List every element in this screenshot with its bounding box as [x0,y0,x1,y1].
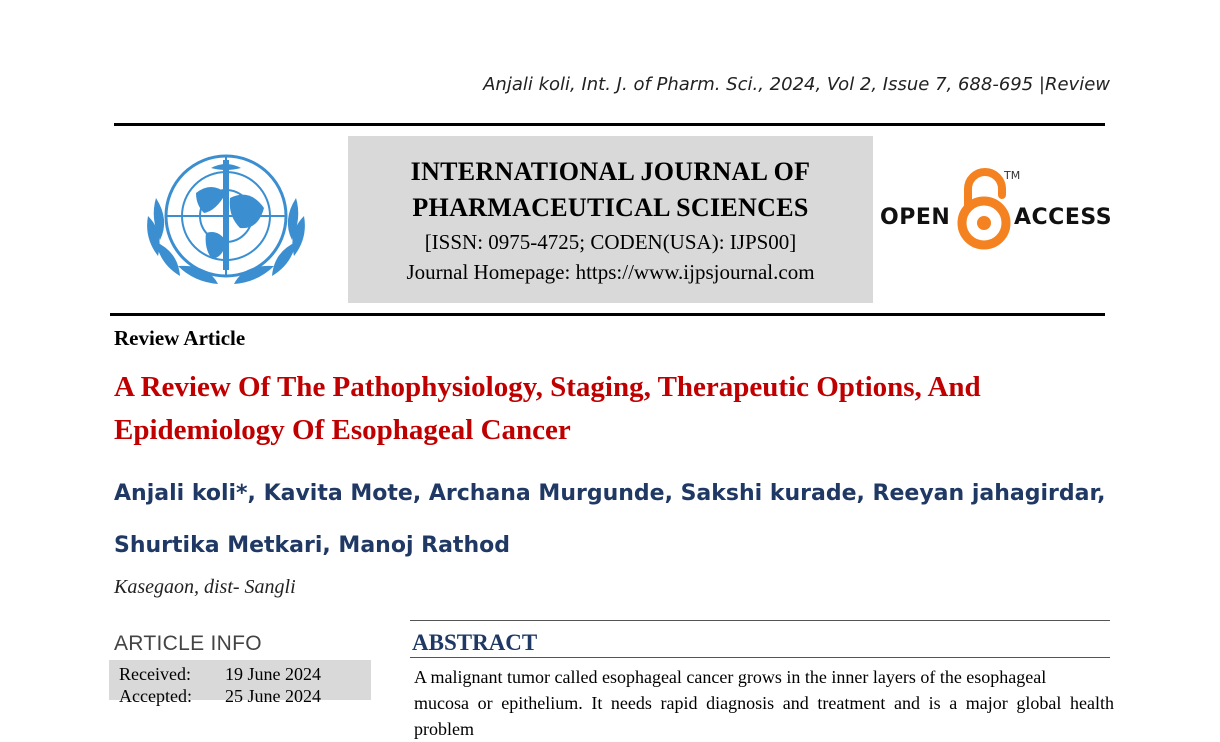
author-affiliation: Kasegaon, dist- Sangli [114,576,296,598]
received-row [119,664,321,685]
journal-issn: [ISSN: 0975-4725; CODEN(USA): IJPS00] [424,230,797,254]
article-info-heading: ARTICLE INFO [114,632,262,655]
abstract-line2: mucosa or epithelium. It needs rapid diagnosis and treatment and is a major global health problem [414,693,1114,739]
article-title-line1: A Review Of The Pathophysiology, Staging, Therapeutic Options, And [114,371,981,403]
article-type: Review Article [114,326,246,350]
received-date: 19 June 2024 [225,664,321,684]
open-access-logo [880,165,1113,255]
open-access-word-access: ACCESS [1014,205,1113,230]
author-list [114,468,1124,572]
open-access-word-open: OPEN [880,205,951,230]
abstract-text [414,664,1114,742]
accepted-row [119,686,321,707]
journal-title-line1: INTERNATIONAL JOURNAL OF [410,157,811,186]
header-rule-bottom [110,313,1105,316]
section-divider [410,620,1110,621]
running-header-citation: Anjali koli, Int. J. of Pharm. Sci., 2024, Vol 2, Issue 7, 688-695 |Review [483,74,1110,95]
accepted-label: Accepted: [119,686,192,706]
open-access-tm: TM [1004,169,1021,182]
journal-banner [348,136,873,303]
article-title [114,366,1114,452]
accepted-date: 25 June 2024 [225,686,321,706]
abstract-divider [410,657,1110,658]
received-label: Received: [119,664,191,684]
article-info-box [109,660,371,706]
abstract-heading: ABSTRACT [412,630,538,655]
header-rule-top [114,123,1105,126]
journal-homepage: Journal Homepage: https://www.ijpsjournal.com [406,260,815,284]
article-title-line2: Epidemiology Of Esophageal Cancer [114,414,571,446]
authors-line2: Shurtika Metkari, Manoj Rathod [114,533,510,558]
authors-line1: Anjali koli*, Kavita Mote, Archana Murgunde, Sakshi kurade, Reeyan jahagirdar, [114,481,1106,506]
journal-emblem-logo [126,138,326,306]
abstract-line1: A malignant tumor called esophageal cancer grows in the inner layers of the esophageal [414,667,1047,687]
journal-title-line2: PHARMACEUTICAL SCIENCES [412,193,809,222]
